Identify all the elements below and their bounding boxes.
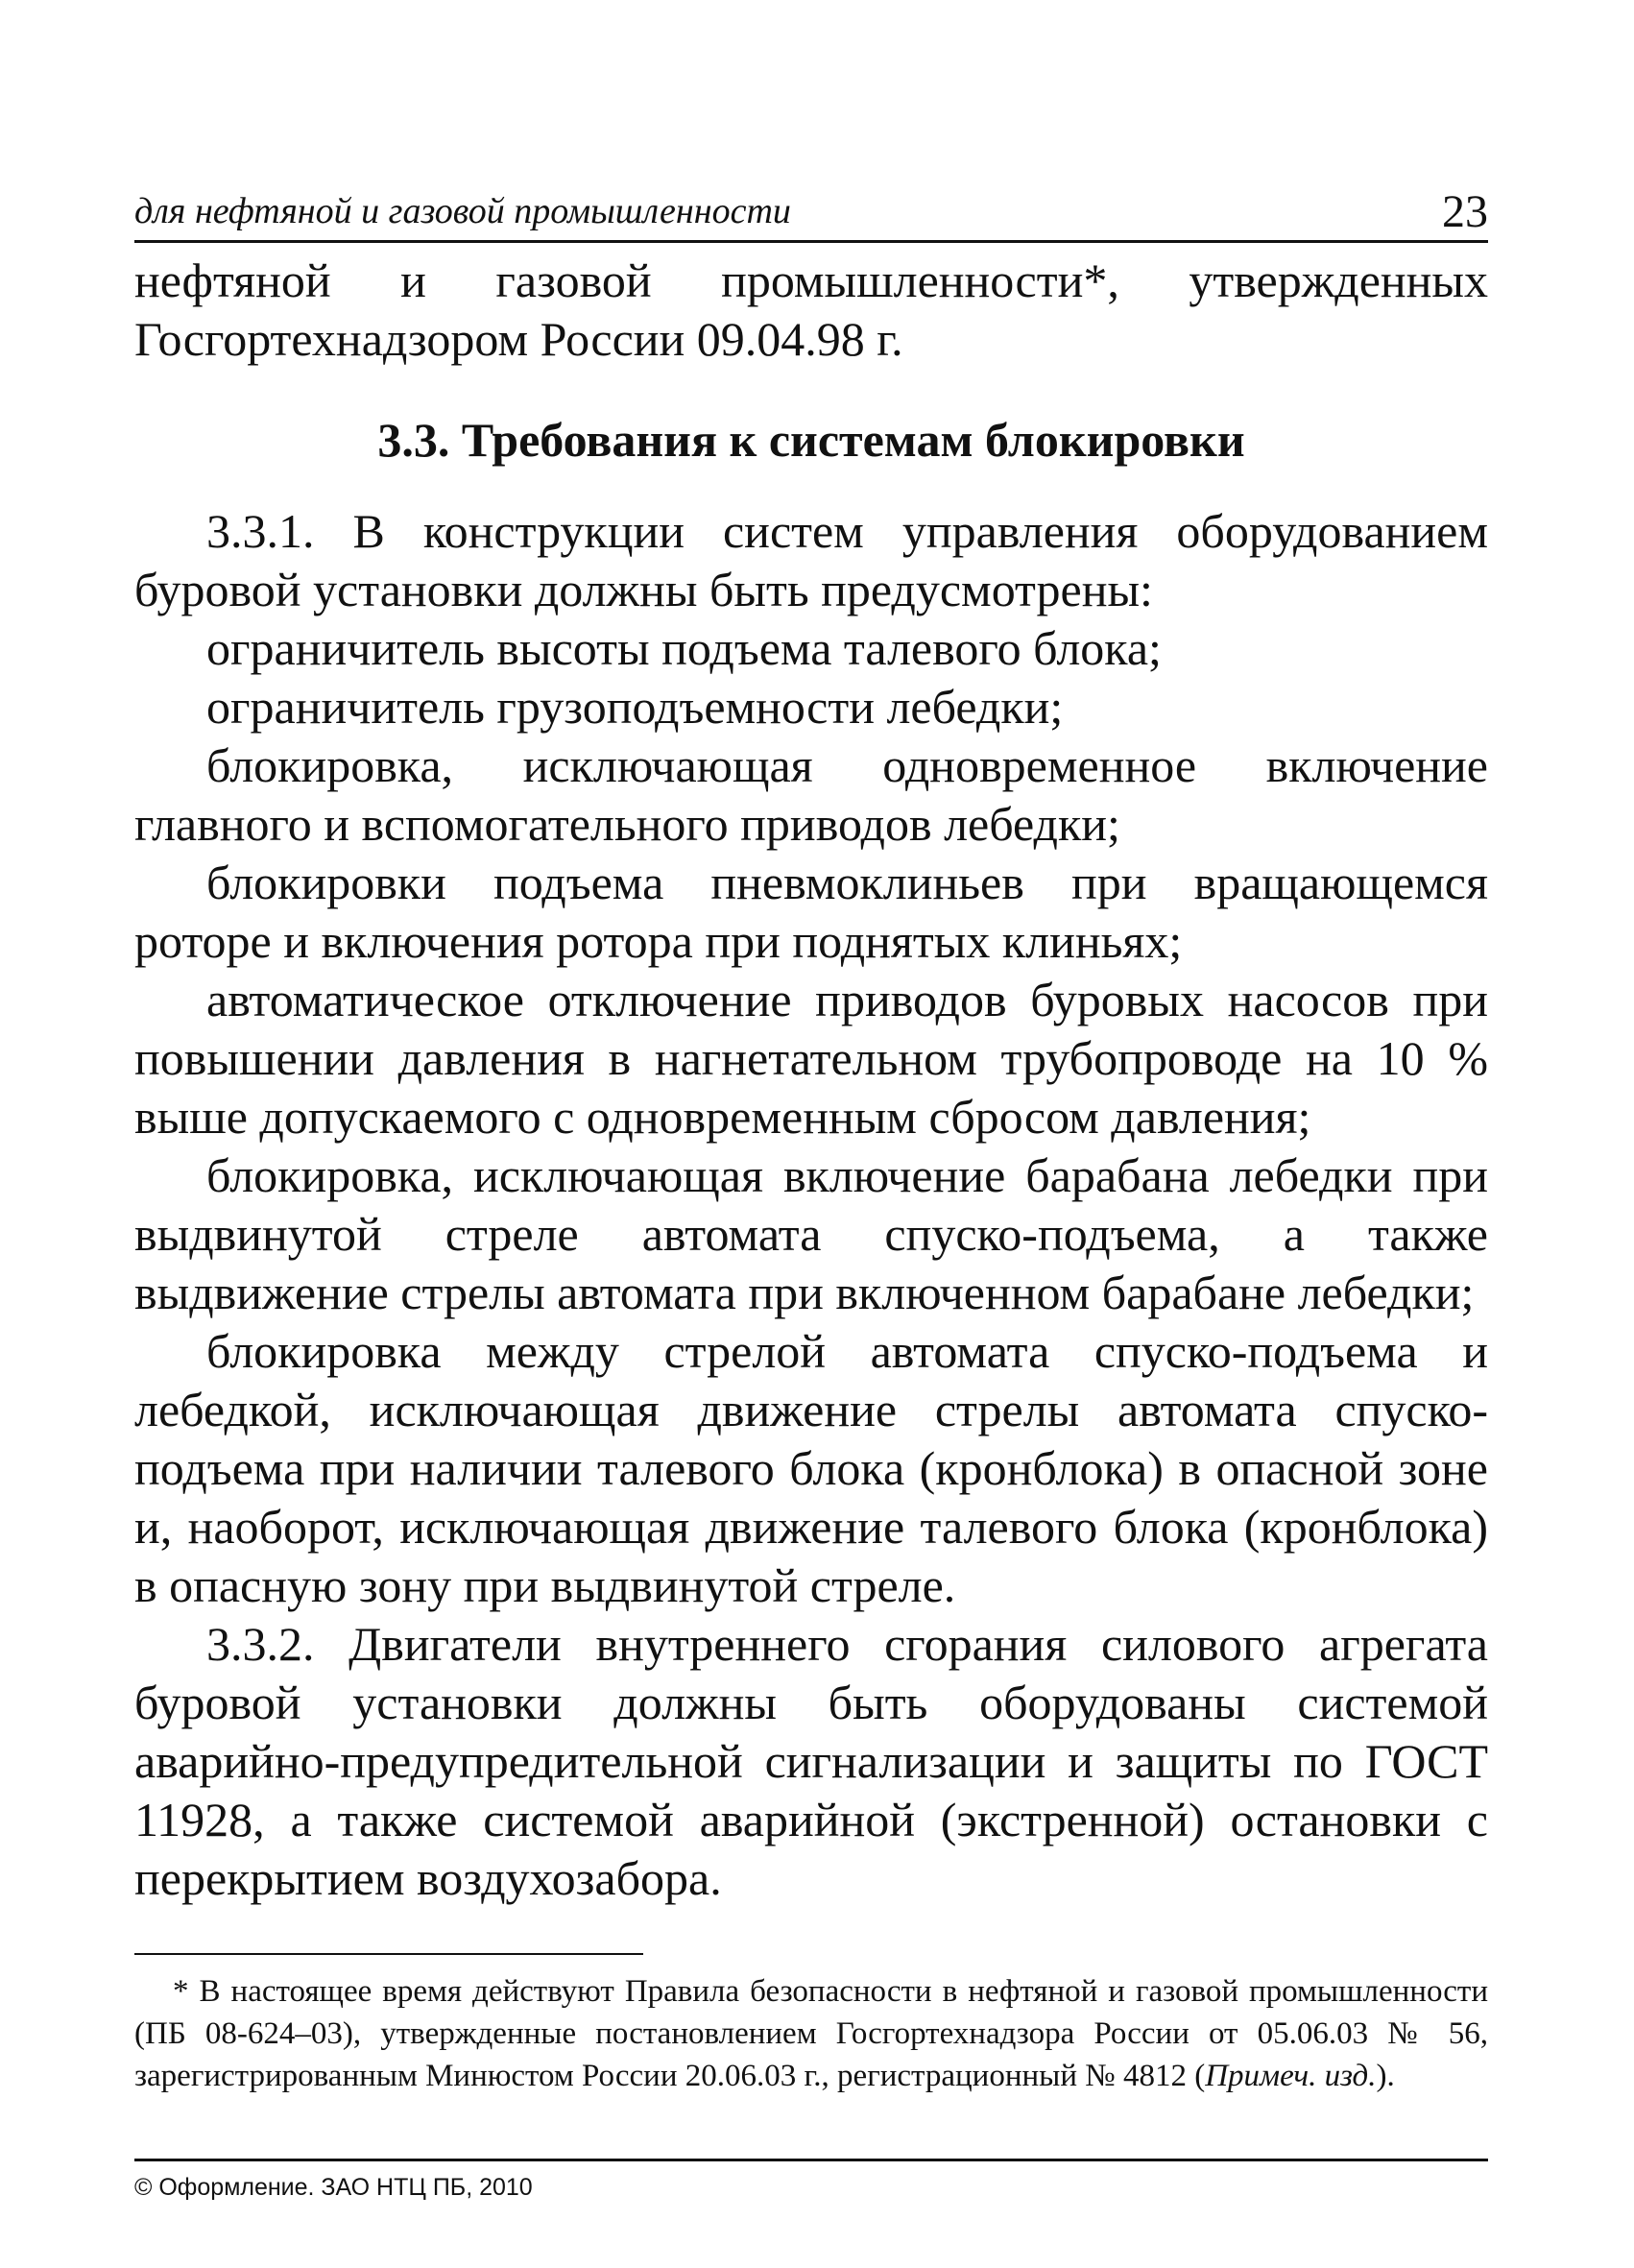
running-title: для нефтяной и газовой промышленности [134, 191, 791, 231]
footnote-editor-note: Примеч. изд. [1205, 2059, 1377, 2093]
footnote-divider [134, 1953, 643, 1955]
list-item: ограничитель высоты подъема талевого блока; [206, 621, 1162, 675]
footnote-text: * В настоящее время действуют Правила безопасности в нефтяной и газовой промышленности (ПБ 08-624–03), утвержденные постановлением Госгортехнадзора России от 05.06.03 № 56, зарегистрированным Минюстом России 20.06.03 г., регистрационный № 4812 ( [134, 1974, 1488, 2093]
section-heading: 3.3. Требования к системам блокировки [377, 413, 1245, 467]
copyright-line: © Оформление. ЗАО НТЦ ПБ, 2010 [134, 2174, 533, 2201]
list-item: ограничитель грузоподъемности лебедки; [206, 680, 1064, 734]
footnote [134, 1970, 1488, 2097]
list-item: блокировка между стрелой автомата спуско-подъема и лебедкой, исключающая движение стрелы автомата спуско-подъема при наличии талевого блока (кронблока) в опасной зоне и, наоборот, исключающая движение талевого блока (кронблока) в опасную зону при выдвинутой стреле. [134, 1324, 1488, 1612]
paragraph-3-3-1: 3.3.1. В конструкции систем управления оборудованием буровой установки должны быть предусмотрены: [134, 504, 1488, 616]
paragraph-3-3-2: 3.3.2. Двигатели внутреннего сгорания силового агрегата буровой установки должны быть оборудованы системой аварийно-предупредительной сигнализации и защиты по ГОСТ 11928, а также системой аварийной (экстренной) остановки с перекрытием воздухозабора. [134, 1617, 1488, 1905]
main-text [134, 252, 1488, 1908]
list-item: блокировка, исключающая одновременное включение главного и вспомогательного приводов лебедки; [134, 738, 1488, 851]
footnote-suffix: ). [1376, 2059, 1395, 2093]
list-item: автоматическое отключение приводов буровых насосов при повышении давления в нагнетательном трубопроводе на 10 % выше допускаемого с одновременным сбросом давления; [134, 973, 1488, 1144]
running-header [134, 184, 1488, 243]
list-item: блокировки подъема пневмоклиньев при вращающемся роторе и включения ротора при поднятых клиньях; [134, 856, 1488, 968]
list-item: блокировка, исключающая включение барабана лебедки при выдвинутой стреле автомата спуско-подъема, а также выдвижение стрелы автомата при включенном барабане лебедки; [134, 1148, 1488, 1319]
page-number: 23 [1442, 186, 1488, 237]
bottom-divider [134, 2159, 1488, 2161]
continuation-paragraph: нефтяной и газовой промышленности*, утвержденных Госгортехнадзором России 09.04.98 г. [134, 253, 1488, 366]
